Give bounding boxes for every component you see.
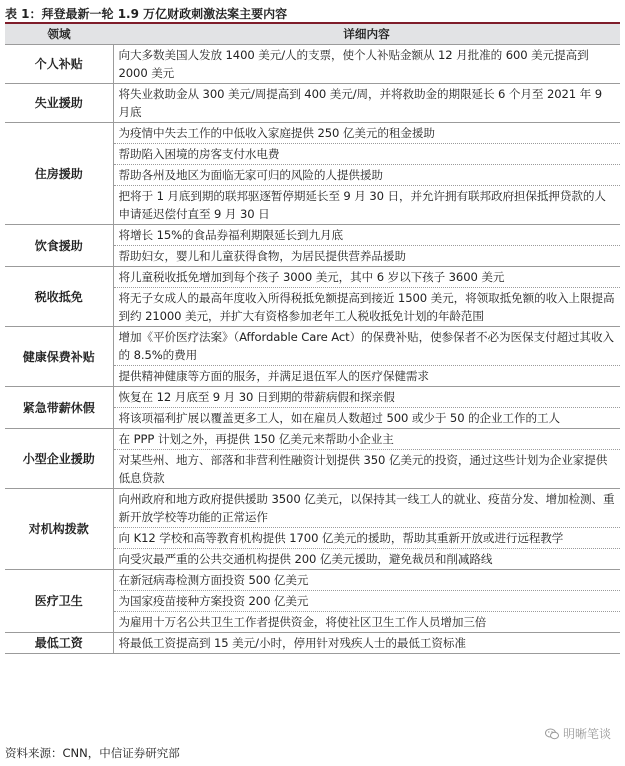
- domain-cell: 饮食援助: [5, 225, 113, 267]
- table-row: [5, 225, 620, 246]
- detail-cell: 对某些州、地方、部落和非营利性融资计划提供 350 亿美元的投资，通过这些计划为企业家提供低息贷款: [113, 450, 620, 489]
- domain-cell: 住房援助: [5, 123, 113, 225]
- detail-cell: 将增长 15%的食品券福利期限延长到九月底: [113, 225, 620, 246]
- domain-cell: 个人补贴: [5, 45, 113, 84]
- domain-cell: 小型企业援助: [5, 429, 113, 489]
- domain-cell: 对机构拨款: [5, 489, 113, 570]
- detail-cell: 帮助各州及地区为面临无家可归的风险的人提供援助: [113, 165, 620, 186]
- domain-cell: 紧急带薪休假: [5, 387, 113, 429]
- detail-cell: 帮助妇女，婴儿和儿童获得食物，为居民提供营养品援助: [113, 246, 620, 267]
- detail-cell: 向 K12 学校和高等教育机构提供 1700 亿美元的援助，帮助其重新开放或进行远程教学: [113, 528, 620, 549]
- detail-cell: 向州政府和地方政府提供援助 3500 亿美元，以保持其一线工人的就业、疫苗分发、增加检测、重新开放学校等功能的正常运作: [113, 489, 620, 528]
- domain-cell: 最低工资: [5, 633, 113, 654]
- table-header-row: [5, 23, 620, 45]
- detail-cell: 提供精神健康等方面的服务，并满足退伍军人的医疗保健需求: [113, 366, 620, 387]
- table-caption: 表 1：拜登最新一轮 1.9 万亿财政刺激法案主要内容: [5, 7, 288, 21]
- table-body: [5, 45, 620, 654]
- table-row: [5, 123, 620, 144]
- header-domain: 领域: [5, 23, 113, 45]
- source-note: 资料来源：CNN，中信证券研究部: [5, 746, 180, 760]
- detail-cell: 将失业救助金从 300 美元/周提高到 400 美元/周，并将救助金的期限延长 6 个月至 2021 年 9 月底: [113, 84, 620, 123]
- detail-cell: 为国家疫苗接种方案投资 200 亿美元: [113, 591, 620, 612]
- domain-cell: 健康保费补贴: [5, 327, 113, 387]
- domain-cell: 医疗卫生: [5, 570, 113, 633]
- wechat-icon: [545, 728, 559, 740]
- detail-cell: 将儿童税收抵免增加到每个孩子 3000 美元，其中 6 岁以下孩子 3600 美元: [113, 267, 620, 288]
- detail-cell: 增加《平价医疗法案》（Affordable Care Act）的保费补贴，使参保者不必为医保支付超过其收入的 8.5%的费用: [113, 327, 620, 366]
- watermark-text: 明晰笔谈: [562, 727, 611, 741]
- detail-cell: 为雇用十万名公共卫生工作者提供资金，将使社区卫生工作人员增加三倍: [113, 612, 620, 633]
- watermark: [545, 725, 611, 742]
- domain-cell: 失业援助: [5, 84, 113, 123]
- table-row: [5, 570, 620, 591]
- header-detail: 详细内容: [113, 23, 620, 45]
- table-row: [5, 387, 620, 408]
- table-row: [5, 489, 620, 528]
- detail-cell: 在 PPP 计划之外，再提供 150 亿美元来帮助小企业主: [113, 429, 620, 450]
- table-row: [5, 45, 620, 84]
- domain-cell: 税收抵免: [5, 267, 113, 327]
- detail-cell: 把将于 1 月底到期的联邦驱逐暂停期延长至 9 月 30 日，并允许拥有联邦政府担保抵押贷款的人申请延迟偿付直至 9 月 30 日: [113, 186, 620, 225]
- table-row: [5, 84, 620, 123]
- detail-cell: 向大多数美国人发放 1400 美元/人的支票，使个人补贴金额从 12 月批准的 600 美元提高到 2000 美元: [113, 45, 620, 84]
- detail-cell: 将最低工资提高到 15 美元/小时，停用针对残疾人士的最低工资标准: [113, 633, 620, 654]
- detail-cell: 将该项福利扩展以覆盖更多工人，如在雇员人数超过 500 或少于 50 的企业工作的工人: [113, 408, 620, 429]
- table-row: [5, 267, 620, 288]
- detail-cell: 在新冠病毒检测方面投资 500 亿美元: [113, 570, 620, 591]
- detail-cell: 将无子女成人的最高年度收入所得税抵免额提高到接近 1500 美元，将领取抵免额的收入上限提高到约 21000 美元，并扩大有资格参加老年工人税收抵免计划的年龄范围: [113, 288, 620, 327]
- table-row: [5, 633, 620, 654]
- detail-cell: 帮助陷入困境的房客支付水电费: [113, 144, 620, 165]
- detail-cell: 为疫情中失去工作的中低收入家庭提供 250 亿美元的租金援助: [113, 123, 620, 144]
- policy-table: [5, 22, 620, 654]
- table-row: [5, 327, 620, 366]
- detail-cell: 恢复在 12 月底至 9 月 30 日到期的带薪病假和探亲假: [113, 387, 620, 408]
- table-row: [5, 429, 620, 450]
- detail-cell: 向受灾最严重的公共交通机构提供 200 亿美元援助，避免裁员和削减路线: [113, 549, 620, 570]
